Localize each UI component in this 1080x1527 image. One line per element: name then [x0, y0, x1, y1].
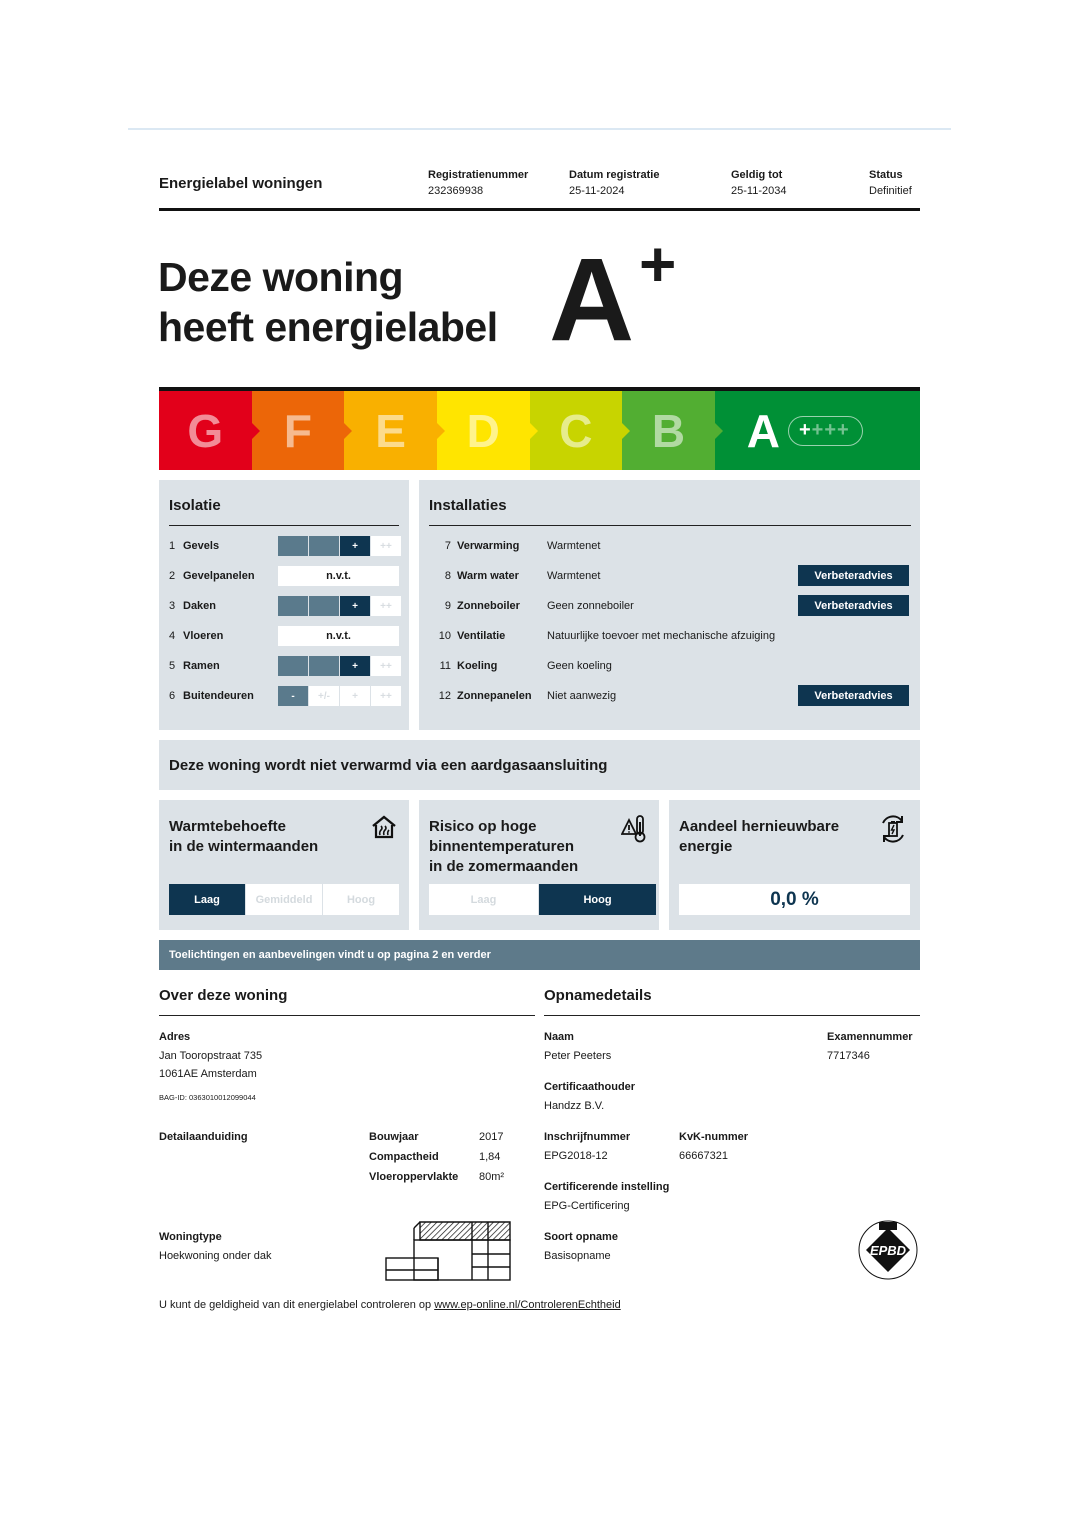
isolatie-row-daken: 3 Daken — [169, 600, 217, 612]
installatie-row-zonneboiler: 9 Zonneboiler — [444, 600, 520, 612]
hernieuwbaar-card — [669, 800, 920, 930]
thermometer-warning-icon — [621, 814, 647, 849]
installatie-row-koeling: 11 Koeling — [439, 660, 498, 672]
installatie-row-warm-water: 8 Warm water — [444, 570, 519, 582]
gas-notice-text: Deze woning wordt niet verwarmd via een aardgasaansluiting — [169, 757, 608, 774]
installaties-panel — [419, 480, 920, 730]
instelling-label: Certificerende instelling — [544, 1181, 670, 1193]
zonneboiler-value: Geen zonneboiler — [547, 600, 634, 612]
examennummer-label: Examennummer — [827, 1031, 913, 1043]
ventilatie-value: Natuurlijke toevoer met mechanische afzuiging — [547, 630, 776, 642]
over-rule — [159, 1015, 535, 1016]
risico-scale — [429, 884, 657, 915]
warmtebehoefte-title: Warmtebehoefte in de wintermaanden — [169, 818, 319, 855]
installatie-row-verwarming: 7 Verwarming — [444, 540, 520, 552]
scale-segment-c: C — [530, 391, 623, 470]
header-field-datum: Datum registratie 25-11-2024 — [569, 169, 660, 197]
header-rule — [159, 208, 920, 211]
scale-segment-f: F — [252, 391, 345, 470]
compactheid-label: Compactheid — [369, 1151, 439, 1163]
woningtype-value: Hoekwoning onder dak — [159, 1250, 272, 1262]
warmtebehoefte-scale — [169, 884, 400, 915]
risico-title: Risico op hoge binnentemperaturen in de zomermaanden — [429, 818, 579, 875]
renewable-battery-icon — [878, 814, 908, 849]
soort-opname-value: Basisopname — [544, 1250, 611, 1262]
detail-label: Detailaanduiding — [159, 1131, 248, 1143]
isolatie-rule — [169, 525, 399, 526]
certificaathouder-value: Handzz B.V. — [544, 1100, 605, 1112]
verwarming-value: Warmtenet — [547, 540, 601, 552]
scale-segment-b: B — [622, 391, 715, 470]
opname-title: Opnamedetails — [544, 987, 652, 1004]
house-heat-icon — [371, 814, 397, 845]
daken-meter: + ++ — [278, 596, 402, 616]
scale-segment-d: D — [437, 391, 530, 470]
gevels-meter: + ++ — [278, 536, 402, 556]
kvk-label: KvK-nummer — [679, 1131, 749, 1143]
verify-link[interactable]: www.ep-online.nl/ControlerenEchtheid — [434, 1299, 621, 1311]
vloeroppervlakte-label: Vloeroppervlakte — [369, 1171, 459, 1183]
zonnepanelen-value: Niet aanwezig — [547, 690, 617, 702]
zonnepanelen-advice-button[interactable]: Verbeteradvies — [798, 685, 909, 706]
plus-pill: + +++ — [788, 416, 863, 446]
top-divider — [128, 128, 951, 130]
gevelpanelen-value: n.v.t. — [278, 566, 399, 586]
bouwjaar-label: Bouwjaar — [369, 1131, 419, 1143]
option-laag: Laag — [429, 884, 538, 915]
option-gemiddeld: Gemiddeld — [246, 884, 322, 915]
adres-label: Adres — [159, 1031, 191, 1043]
warm-water-advice-button[interactable]: Verbeteradvies — [798, 565, 909, 586]
bag-id: BAG-ID: 0363010012099044 — [159, 1093, 256, 1102]
vloeren-value: n.v.t. — [278, 626, 399, 646]
installaties-title: Installaties — [429, 497, 507, 514]
option-hoog: Hoog — [539, 884, 656, 915]
ramen-meter: + ++ — [278, 656, 402, 676]
installaties-rule — [429, 525, 911, 526]
energy-label-plus: + — [639, 228, 677, 300]
epbd-logo-text: EPBD — [869, 1243, 907, 1258]
header-field-status: Status Definitief — [869, 169, 912, 197]
notice-text: Toelichtingen en aanbevelingen vindt u op pagina 2 en verder — [169, 949, 491, 961]
document-title: Energielabel woningen — [159, 175, 323, 192]
koeling-value: Geen koeling — [547, 660, 612, 672]
option-hoog: Hoog — [323, 884, 399, 915]
option-laag: Laag — [169, 884, 245, 915]
footer-text: U kunt de geldigheid van dit energielabel controleren op www.ep-online.nl/ControlerenEchtheid — [159, 1299, 621, 1311]
bouwjaar-value: 2017 — [479, 1131, 504, 1143]
house-type-icon — [384, 1218, 514, 1289]
compactheid-value: 1,84 — [479, 1151, 501, 1163]
instelling-value: EPG-Certificering — [544, 1200, 630, 1212]
opname-rule — [544, 1015, 920, 1016]
warm-water-value: Warmtenet — [547, 570, 601, 582]
isolatie-row-vloeren: 4 Vloeren — [169, 630, 224, 642]
energy-label-letter: A — [549, 234, 633, 366]
header-field-geldig: Geldig tot 25-11-2034 — [731, 169, 787, 197]
warmtebehoefte-card — [159, 800, 409, 930]
energy-scale — [159, 391, 920, 470]
installatie-row-zonnepanelen: 12 Zonnepanelen — [438, 690, 532, 702]
isolatie-panel — [159, 480, 409, 730]
soort-opname-label: Soort opname — [544, 1231, 618, 1243]
risico-card — [419, 800, 659, 930]
hernieuwbaar-value: 0,0 % — [679, 884, 910, 915]
naam-label: Naam — [544, 1031, 574, 1043]
hernieuwbaar-title: Aandeel hernieuwbare energie — [679, 818, 840, 855]
zonneboiler-advice-button[interactable]: Verbeteradvies — [798, 595, 909, 616]
scale-segment-a: A + +++ — [715, 391, 920, 470]
examennummer-value: 7717346 — [827, 1050, 870, 1062]
isolatie-row-gevelpanelen: 2 Gevelpanelen — [169, 570, 255, 582]
hero-heading: Deze woning heeft energielabel — [158, 254, 498, 350]
woningtype-label: Woningtype — [159, 1231, 222, 1243]
over-title: Over deze woning — [159, 987, 288, 1004]
notice-bar — [159, 940, 920, 970]
adres-line1: Jan Tooropstraat 735 — [159, 1050, 263, 1062]
adres-line2: 1061AE Amsterdam — [159, 1068, 257, 1080]
vloeroppervlakte-value: 80m² — [479, 1171, 505, 1183]
header-field-registratienummer: Registratienummer 232369938 — [428, 169, 529, 197]
installatie-row-ventilatie: 10 Ventilatie — [438, 630, 506, 642]
certificaathouder-label: Certificaathouder — [544, 1081, 636, 1093]
scale-segment-e: E — [344, 391, 437, 470]
inschrijfnummer-value: EPG2018-12 — [544, 1150, 608, 1162]
buitendeuren-meter: - +/- + ++ — [278, 686, 402, 706]
kvk-value: 66667321 — [679, 1150, 728, 1162]
naam-value: Peter Peeters — [544, 1050, 612, 1062]
isolatie-row-gevels: 1 Gevels — [169, 540, 220, 552]
isolatie-row-buitendeuren: 6 Buitendeuren — [169, 690, 254, 702]
isolatie-title: Isolatie — [169, 497, 221, 514]
isolatie-row-ramen: 5 Ramen — [169, 660, 220, 672]
scale-segment-g: G — [159, 391, 252, 470]
inschrijfnummer-label: Inschrijfnummer — [544, 1131, 631, 1143]
gas-notice-panel — [159, 740, 920, 790]
epbd-logo — [855, 1218, 921, 1287]
